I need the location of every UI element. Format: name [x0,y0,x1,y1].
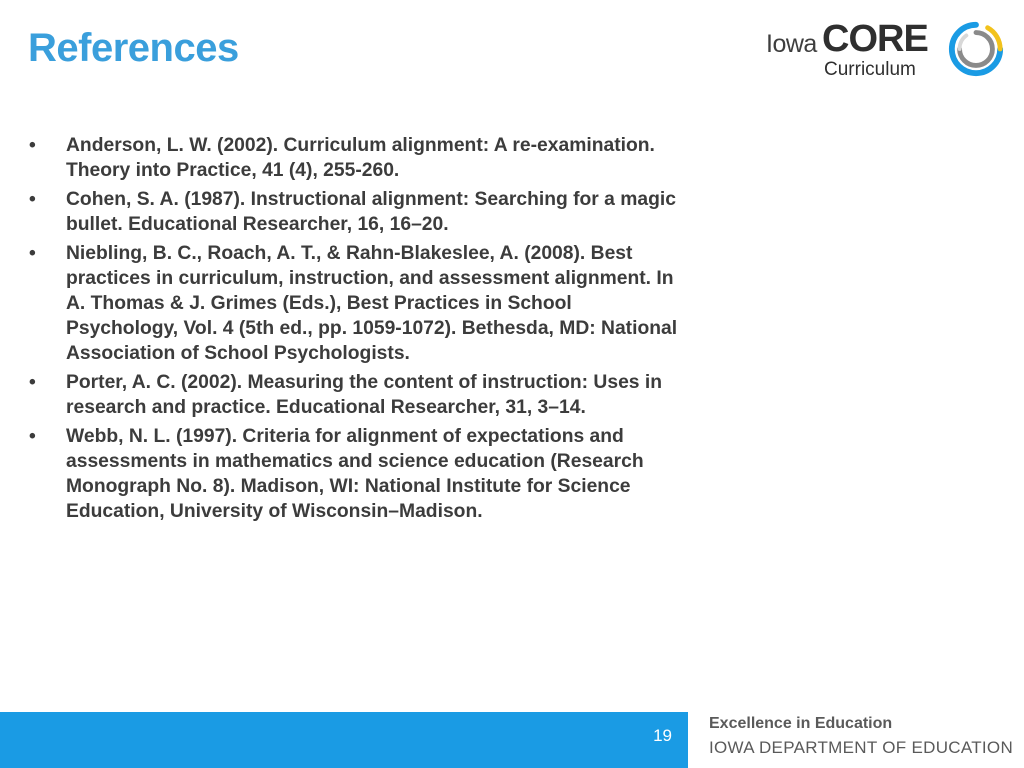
footer-tagline: Excellence in Education [709,715,893,732]
reference-item [28,370,678,420]
iowa-core-logo [764,18,1009,84]
reference-text: Webb, N. L. (1997). Criteria for alignment of expectations and assessments in mathematics and science education (Research Monograph No. 8). Madison, WI: National Institute for Science Education, University of Wisconsin–Madison. [66,426,644,522]
reference-item [28,187,678,237]
footer-department: IOWA DEPARTMENT OF EDUCATION [709,738,1014,757]
bullet: • [29,135,36,156]
reference-item [28,133,678,183]
reference-text: Cohen, S. A. (1987). Instructional alignment: Searching for a magic bullet. Educational Researcher, 16, 16–20. [66,189,676,235]
logo-word-iowa: Iowa [766,30,817,58]
reference-item [28,241,678,366]
bullet: • [29,243,36,264]
reference-text: Porter, A. C. (2002). Measuring the content of instruction: Uses in research and practice. Educational Researcher, 31, 3–14. [66,372,663,418]
footer-bar [0,712,688,768]
logo-ring-icon [947,20,1005,78]
slide-title: References [28,26,239,70]
bullet: • [29,426,36,447]
logo-word-core: CORE [822,18,928,60]
page-number: 19 [653,726,672,745]
bullet: • [29,372,36,393]
reference-item [28,424,678,524]
reference-text: Niebling, B. C., Roach, A. T., & Rahn-Blakeslee, A. (2008). Best practices in curriculum, instruction, and assessment alignment. In A. Thomas & J. Grimes (Eds.), Best Practices in School Psychology, Vol. 4 (5th ed., pp. 1059-1072). Bethesda, MD: National Association of School Psychologists. [66,243,678,364]
reference-text: Anderson, L. W. (2002). Curriculum alignment: A re-examination. Theory into Practice, 41 (4), 255-260. [66,135,655,181]
bullet: • [29,189,36,210]
logo-word-curriculum: Curriculum [824,59,916,80]
references-list [28,133,678,528]
